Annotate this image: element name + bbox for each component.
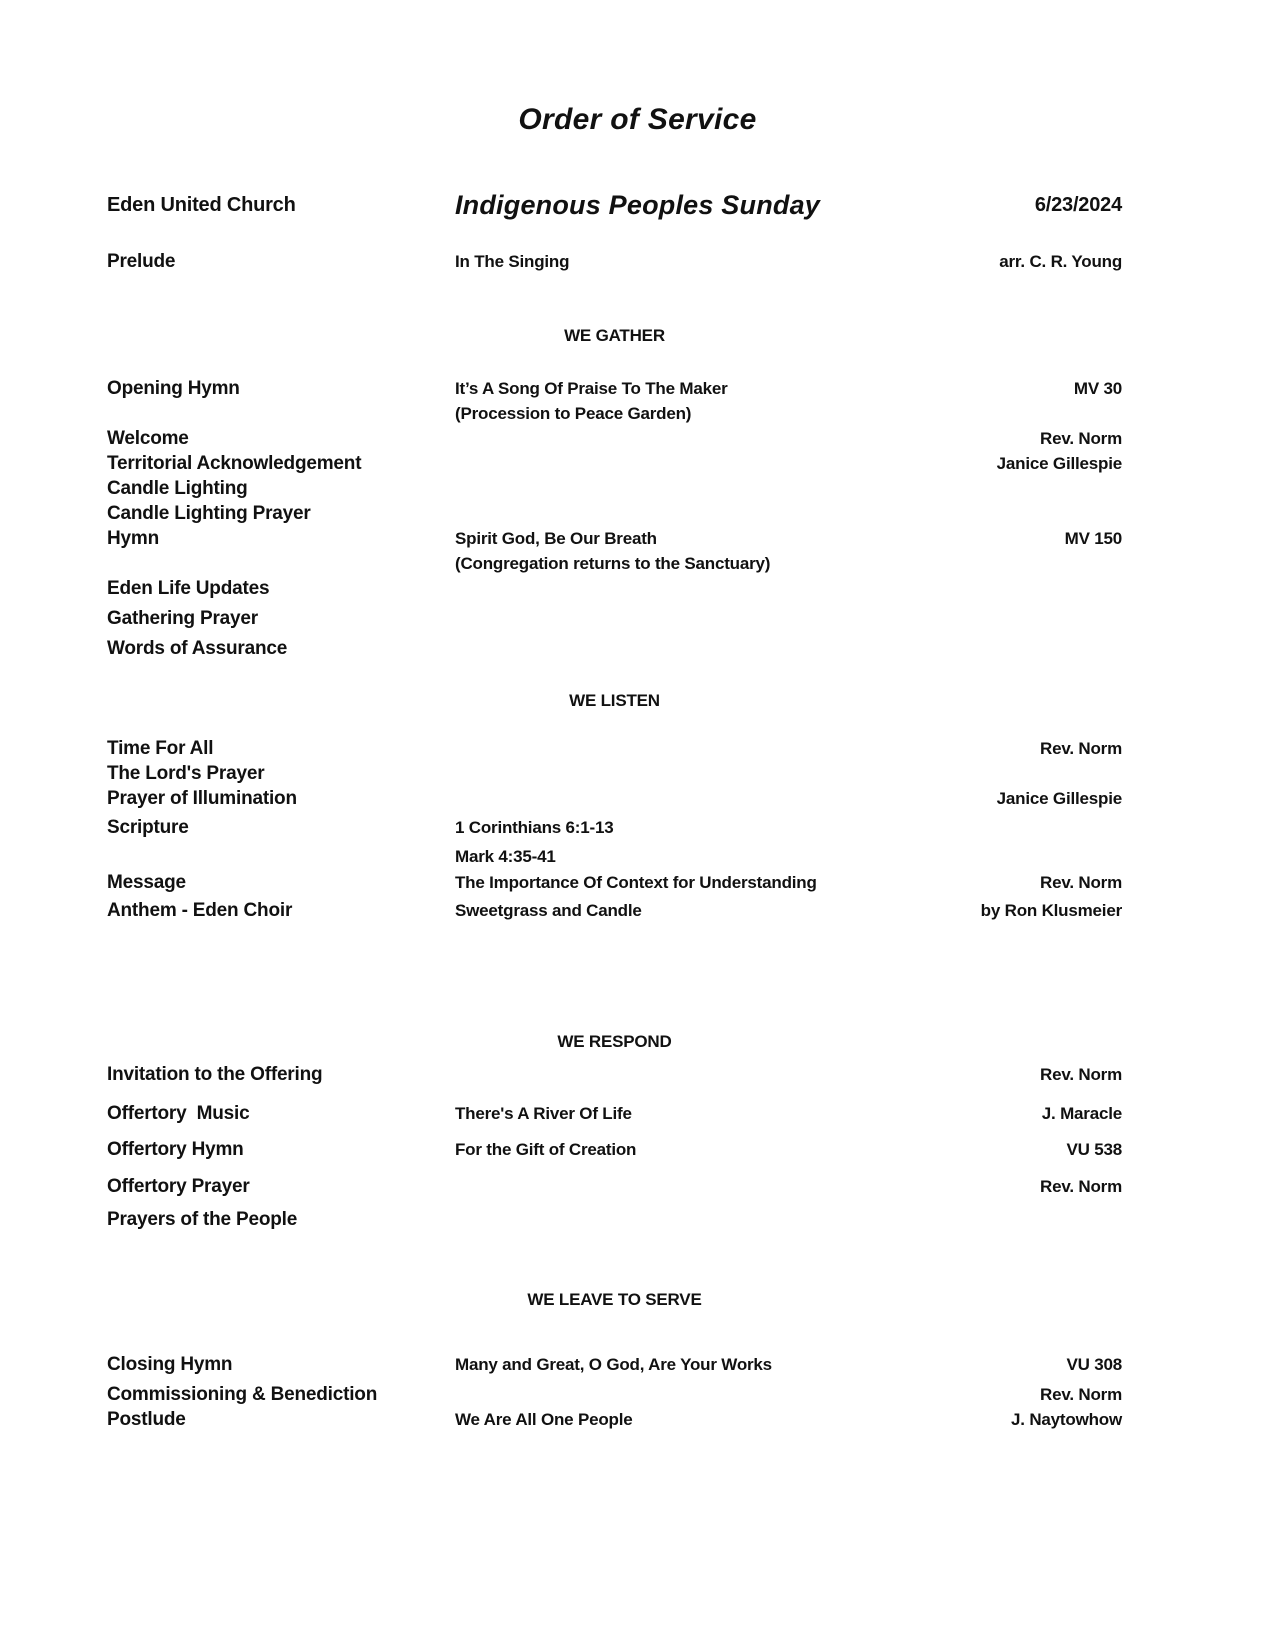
row-words-of-assurance [0,636,1275,661]
item-label: Offertory Hymn [107,1139,244,1160]
section-we-respond [0,1029,1275,1054]
row-prayer-of-illumination [0,786,1275,811]
item-credit: Rev. Norm [1040,429,1122,448]
item-credit: Rev. Norm [1040,1385,1122,1404]
page-title: Order of Service [518,103,757,136]
row-invitation-to-offering [0,1062,1275,1087]
row-prayers-of-the-people [0,1207,1275,1232]
section-we-gather [0,323,1275,348]
item-credit: J. Maracle [1041,1104,1122,1123]
row-procession-note [0,401,1275,426]
item-credit: MV 150 [1064,529,1122,548]
row-candle-lighting [0,476,1275,501]
item-label: Message [107,872,186,893]
item-label: Words of Assurance [107,638,288,659]
service-occasion: Indigenous Peoples Sunday [454,190,821,220]
row-lords-prayer [0,761,1275,786]
item-note: (Congregation returns to the Sanctuary) [455,554,771,573]
row-offertory-hymn [0,1137,1275,1162]
item-credit: arr. C. R. Young [999,252,1122,271]
item-credit: Janice Gillespie [996,789,1122,808]
row-offertory-prayer [0,1174,1275,1199]
section-heading: WE RESPOND [557,1032,672,1051]
item-piece: Many and Great, O God, Are Your Works [455,1355,772,1374]
item-piece: Spirit God, Be Our Breath [455,529,657,548]
item-credit: J. Naytowhow [1011,1410,1122,1429]
row-gathering-prayer [0,606,1275,631]
item-label: Closing Hymn [107,1354,233,1375]
item-label: Prelude [107,251,176,272]
item-label: The Lord's Prayer [107,763,265,784]
item-label: Candle Lighting Prayer [107,503,311,524]
item-label: Territorial Acknowledgement [107,453,362,474]
item-credit: Rev. Norm [1040,739,1122,758]
item-credit: Rev. Norm [1040,1065,1122,1084]
item-label: Gathering Prayer [107,608,258,629]
item-label: Prayers of the People [107,1209,298,1230]
row-offertory-music [0,1101,1275,1126]
item-credit: by Ron Klusmeier [980,901,1122,920]
section-heading: WE GATHER [564,326,665,345]
item-label: Candle Lighting [107,478,248,499]
section-we-listen [0,688,1275,713]
row-message [0,870,1275,895]
item-label: Prayer of Illumination [107,788,297,809]
item-credit: VU 538 [1066,1140,1122,1159]
row-scripture-second-reading [0,844,1275,869]
item-label: Commissioning & Benediction [107,1384,378,1405]
church-name: Eden United Church [107,194,296,216]
item-label: Scripture [107,817,189,838]
row-prelude [0,249,1275,274]
item-credit: Rev. Norm [1040,1177,1122,1196]
row-postlude [0,1407,1275,1432]
item-piece: We Are All One People [455,1410,633,1429]
scripture-reading: Mark 4:35-41 [455,847,556,866]
row-closing-hymn [0,1352,1275,1377]
item-label: Offertory Prayer [107,1176,250,1197]
item-piece: For the Gift of Creation [455,1140,637,1159]
item-credit: MV 30 [1073,379,1122,398]
item-piece: In The Singing [455,252,570,271]
row-opening-hymn [0,376,1275,401]
service-date: 6/23/2024 [1034,194,1122,216]
row-scripture [0,815,1275,840]
row-time-for-all [0,736,1275,761]
item-piece: The Importance Of Context for Understanding [455,873,817,892]
item-label: Opening Hymn [107,378,240,399]
section-heading: WE LEAVE TO SERVE [527,1290,702,1309]
item-piece: Sweetgrass and Candle [455,901,642,920]
item-label: Eden Life Updates [107,578,270,599]
item-label: Offertory Music [107,1103,250,1124]
row-territorial-acknowledgement [0,451,1275,476]
item-piece: There's A River Of Life [455,1104,632,1123]
item-piece: It’s A Song Of Praise To The Maker [455,379,728,398]
item-label: Invitation to the Offering [107,1064,323,1085]
row-anthem [0,898,1275,923]
row-congregation-note [0,551,1275,576]
item-label: Hymn [107,528,159,549]
row-commissioning-benediction [0,1382,1275,1407]
item-label: Welcome [107,428,189,449]
row-candle-lighting-prayer [0,501,1275,526]
item-label: Postlude [107,1409,186,1430]
row-welcome [0,426,1275,451]
item-note: (Procession to Peace Garden) [455,404,692,423]
row-eden-life-updates [0,576,1275,601]
item-label: Time For All [107,738,214,759]
item-label: Anthem - Eden Choir [107,900,293,921]
section-heading: WE LISTEN [569,691,660,710]
item-credit: VU 308 [1066,1355,1122,1374]
service-header-row [0,188,1275,222]
item-credit: Rev. Norm [1040,873,1122,892]
row-hymn [0,526,1275,551]
scripture-reading: 1 Corinthians 6:1-13 [455,818,614,837]
item-credit: Janice Gillespie [996,454,1122,473]
section-we-leave-to-serve [0,1287,1275,1312]
